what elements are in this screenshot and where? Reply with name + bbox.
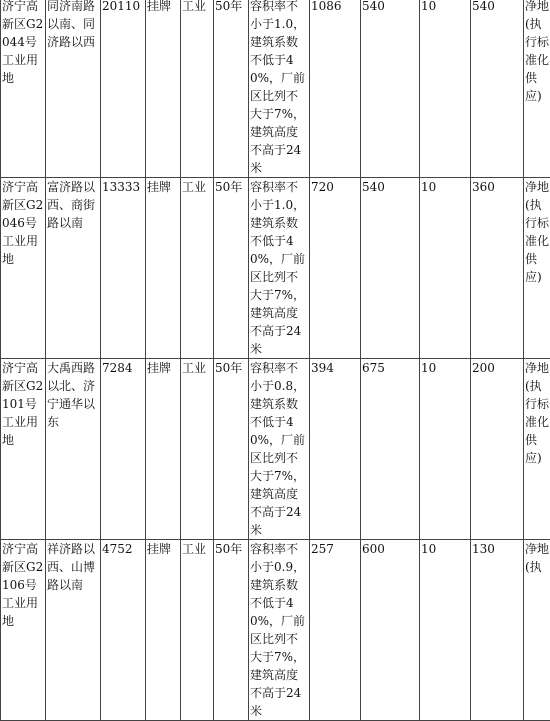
price-cell: 257 [310,540,361,721]
term-years-cell: 50年 [214,359,249,540]
price-cell: 720 [310,178,361,359]
deposit-cell: 360 [471,178,524,359]
parcel-name-cell: 济宁高新区G2046号工业用地 [1,178,46,359]
table-row [1,178,550,359]
increment-cell: 10 [420,178,471,359]
location-cell: 同济南路以南、同济路以西 [46,0,101,178]
watermark-brand-logo [534,544,542,548]
start-value-cell: 540 [361,178,420,359]
increment-cell: 10 [420,0,471,178]
area-cell: 13333 [101,178,146,359]
location-cell: 祥济路以西、山博路以南 [46,540,101,721]
supply-condition-cell: 净地(执 [524,540,550,721]
price-cell: 394 [310,359,361,540]
term-years-cell: 50年 [214,178,249,359]
parcel-name-cell: 济宁高新区G2044号工业用地 [1,0,46,178]
deposit-cell: 200 [471,359,524,540]
supply-condition-cell: 净地(执行标准化供应) [524,0,550,178]
increment-cell: 10 [420,359,471,540]
start-value-cell: 675 [361,359,420,540]
term-years-cell: 50年 [214,0,249,178]
table-row [1,359,550,540]
deposit-cell: 130 [471,540,524,721]
planning-conditions-cell: 容积率不小于0.9，建筑系数不低于40%，厂前区比列不大于7%，建筑高度不高于24米 [249,540,310,721]
table-row [1,540,550,721]
location-cell: 富济路以西、商街路以南 [46,178,101,359]
deposit-cell: 540 [471,0,524,178]
price-cell: 1086 [310,0,361,178]
transfer-method-cell: 挂牌 [146,178,181,359]
transfer-method-cell: 挂牌 [146,0,181,178]
planning-conditions-cell: 容积率不小于0.8，建筑系数不低于40%，厂前区比列不大于7%，建筑高度不高于24米 [249,359,310,540]
news-watermark [528,544,542,548]
transfer-method-cell: 挂牌 [146,359,181,540]
transfer-method-cell: 挂牌 [146,540,181,721]
parcel-name-cell: 济宁高新区G2101号工业用地 [1,359,46,540]
supply-condition-cell: 净地(执行标准化供应) [524,359,550,540]
location-cell: 大禹西路以北、济宁通华以东 [46,359,101,540]
start-value-cell: 600 [361,540,420,721]
planning-conditions-cell: 容积率不小于1.0，建筑系数不低于40%，厂前区比列不大于7%，建筑高度不高于24米 [249,178,310,359]
land-use-cell: 工业 [181,178,214,359]
land-use-cell: 工业 [181,359,214,540]
land-use-cell: 工业 [181,0,214,178]
land-use-cell: 工业 [181,540,214,721]
parcel-name-cell: 济宁高新区G2106号工业用地 [1,540,46,721]
area-cell: 20110 [101,0,146,178]
area-cell: 4752 [101,540,146,721]
planning-conditions-cell: 容积率不小于1.0，建筑系数不低于40%，厂前区比列不大于7%，建筑高度不高于24米 [249,0,310,178]
increment-cell: 10 [420,540,471,721]
term-years-cell: 50年 [214,540,249,721]
start-value-cell: 540 [361,0,420,178]
area-cell: 7284 [101,359,146,540]
supply-condition-cell: 净地(执行标准化供应) [524,178,550,359]
table-row [1,0,550,178]
